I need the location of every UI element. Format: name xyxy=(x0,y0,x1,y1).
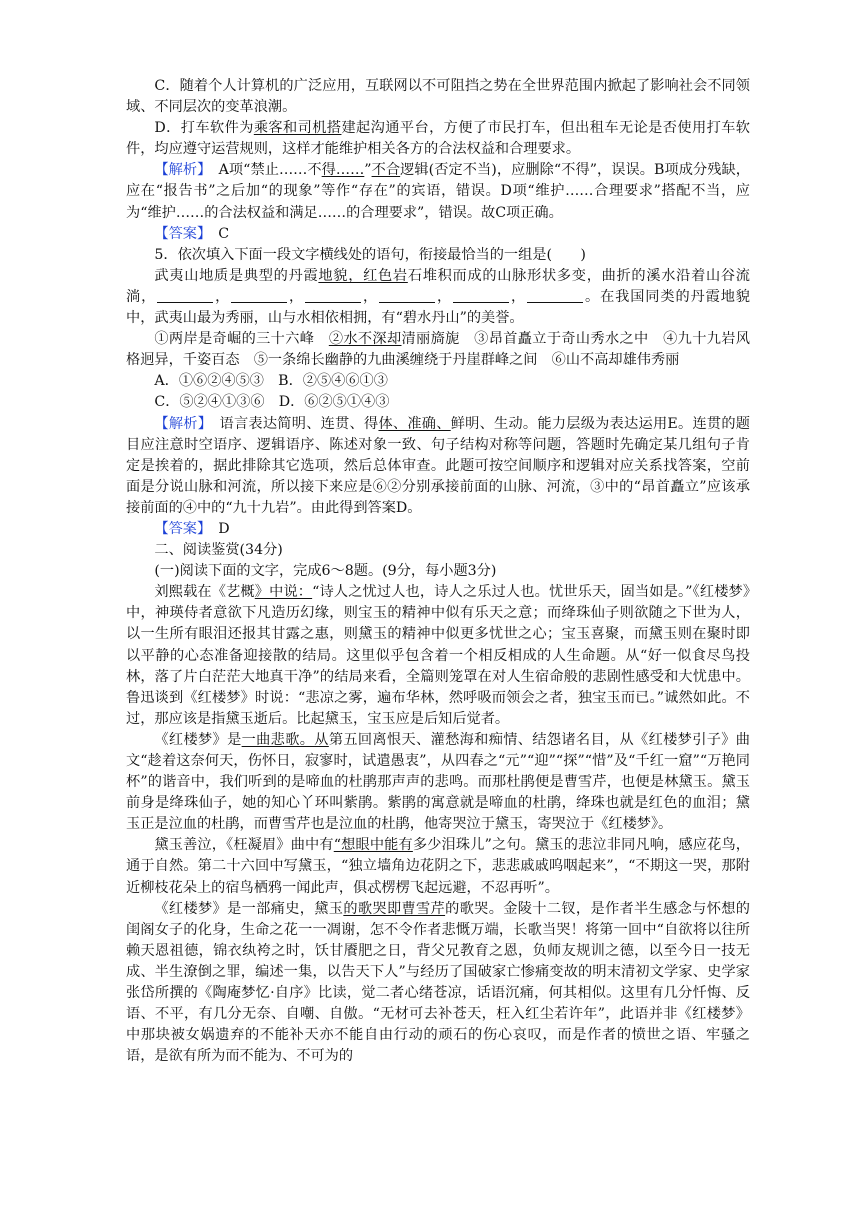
q4-answer: 【答案】 C xyxy=(154,225,230,242)
fill-blank xyxy=(231,288,287,303)
underlined-text: 乘客和司机搭 xyxy=(253,120,342,137)
fill-blank xyxy=(527,288,583,303)
analysis-tag: 【解析】 xyxy=(154,415,206,432)
article-paragraph: 黛玉善泣，《枉凝眉》曲中有“想眼中能有多少泪珠儿”之句。黛玉的悲泣非同凡响，感应花鸟，通于自然。第二十六回中写黛玉，“独立墙角边花阴之下，悲悲戚戚呜咽起来”，“不期这一哭，那附近柳枝花朵上的宿鸟栖鸦一闻此声，俱忒楞楞飞起远避，不忍再听”。 xyxy=(126,837,750,896)
article-paragraph: 刘熙载在《艺概》中说：“诗人之忧过人也，诗人之乐过人也。忧世乐天，固当如是。”《红楼梦》中，神瑛侍者意欲下凡造历幻缘，则宝玉的精神中似有乐天之意；而绛珠仙子则欲随之下世为人，以一生所有眼泪还报其甘露之惠，则黛玉的精神中似更多忧世之心；宝玉喜聚，而黛玉则在聚时即以平静的心态准备迎接散的结局。这里似乎包含着一个相反相成的人生命题。从“好一似食尽鸟投林，落了片白茫茫大地真干净”的结局来看，全篇则笼罩在对人生宿命般的悲剧性感受和大忧患中。鲁迅谈到《红楼梦》时说：“悲凉之雾，遍布华林，然呼吸而领会之者，独宝玉而已。”诚然如此。不过，那应该是指黛玉逝后。比起黛玉，宝玉应是后知后觉者。 xyxy=(126,584,750,727)
answer-tag: 【答案】 xyxy=(154,225,205,242)
q5-stem: 5．依次填入下面一段文字横线处的语句，衔接最恰当的一组是( ) xyxy=(154,246,586,263)
section-title: 二、阅读鉴赏(34分) xyxy=(154,542,283,559)
q4-option-d: D．打车软件为乘客和司机搭建起沟通平台，方便了市民打车，但出租车无论是否使用打车软件，均应遵守运营规则，这样才能维护相关各方的合法权益和合理要求。 xyxy=(126,120,750,158)
q5-answer: 【答案】 D xyxy=(154,520,230,537)
article-paragraph: 《红楼梦》是一部痛史，黛玉的歌哭即曹雪芹的歌哭。金陵十二钗，是作者半生感念与怀想的闺阁女子的化身，生命之花一一凋谢，怎不令作者悲慨万端，长歌当哭！将第一回中“自欲将以往所赖天恩祖德，锦衣纨袴之时，饫甘餍肥之日，背父兄教育之恩，负师友规训之德，以至今日一技无成、半生潦倒之罪，编述一集，以告天下人”与经历了国破家亡惨痛变故的明末清初文学家、史学家张岱所撰的《陶庵梦忆·自序》比读，觉二者心绪苍凉，话语沉痛，何其相似。这里有几分忏悔、反语、不平，有几分无奈、自嘲、自傲。“无材可去补苍天，枉入红尘若许年”，此语并非《红楼梦》中那块被女娲遗弃的不能补天亦不能自由行动的顽石的伤心哀叹，而是作者的愤世之语、牢骚之语，是欲有所为而不能为、不可为的 xyxy=(126,900,750,1065)
fill-blank xyxy=(305,288,361,303)
fill-blank xyxy=(379,288,435,303)
fill-blank xyxy=(453,288,509,303)
q4-analysis: 【解析】 A项“禁止……不得……”不合逻辑(否定不当)，应删除“不得”，误误。B项成分残缺，应在“报告书”之后加“的现象”等作“存在”的宾语，错误。D项“维护……合理要求”搭配不当，应为“维护……的合法权益和满足……的合理要求”，错误。故C项正确。 xyxy=(126,162,750,221)
q5-analysis: 【解析】 语言表达简明、连贯、得体、准确、鲜明、生动。能力层级为表达运用E。连贯的题目应注意时空语序、逻辑语序、陈述对象一致、句子结构对称等问题，答题时先确定某几组句子肯定是挨着的，据此排除其它选项，然后总体审查。此题可按空间顺序和逻辑对应关系找答案，空前面是分说山脉和河流，所以接下来应是⑥②分别承接前面的山脉、河流，③中的“昂首矗立”应该承接前面的④中的“九十九岩”。由此得到答案D。 xyxy=(126,415,750,516)
q5-choices-ab: A．①⑥②④⑤③ B．②⑤④⑥①③ xyxy=(154,373,388,390)
fill-blank xyxy=(157,288,213,303)
q5-items: ①两岸是奇崛的三十六峰 ②水不深却清丽旖旎 ③昂首矗立于奇山秀水之中 ④九十九岩风格迥异，千姿百态 ⑤一条绵长幽静的九曲溪缠绕于丹崖群峰之间 ⑥山不高却雄伟秀丽 xyxy=(126,331,750,369)
q5-choices-cd: C．⑤②④①③⑥ D．⑥②⑤①④③ xyxy=(154,394,390,411)
q5-passage: 武夷山地质是典型的丹霞地貌，红色岩石堆积而成的山脉形状多变，曲折的溪水沿着山谷流淌， ， ， ， ， ， 。在我国同类的丹霞地貌中，武夷山最为秀丽，山与水相依相拥，有“碧水丹山”的美誉。 xyxy=(126,267,750,327)
answer-tag: 【答案】 xyxy=(154,520,205,537)
analysis-tag: 【解析】 xyxy=(154,162,205,179)
section-subtitle: (一)阅读下面的文字，完成6～8题。(9分，每小题3分) xyxy=(154,563,497,580)
q4-option-c: C．随着个人计算机的广泛应用，互联网以不可阻挡之势在全世界范围内掀起了影响社会不同领域、不同层次的变革浪潮。 xyxy=(126,78,750,116)
article-paragraph: 《红楼梦》是一曲悲歌。从第五回离恨天、灌愁海和痴情、结怨诸名目，从《红楼梦引子》曲文“趁着这奈何天，伤怀日，寂寥时，试遣愚衷”，从四春之“元”“迎”“探”“惜”及“千红一窟”“万艳同杯”的谐音中，我们听到的是啼血的杜鹃那声声的悲鸣。而那杜鹃便是曹雪芹，也便是林黛玉。黛玉前身是绛珠仙子，她的知心丫环叫紫鹃。紫鹃的寓意就是啼血的杜鹃，绛珠也就是红色的血泪；黛玉正是泣血的杜鹃，而曹雪芹也是泣血的杜鹃，他寄哭泣于黛玉，寄哭泣于《红楼梦》。 xyxy=(126,731,750,833)
